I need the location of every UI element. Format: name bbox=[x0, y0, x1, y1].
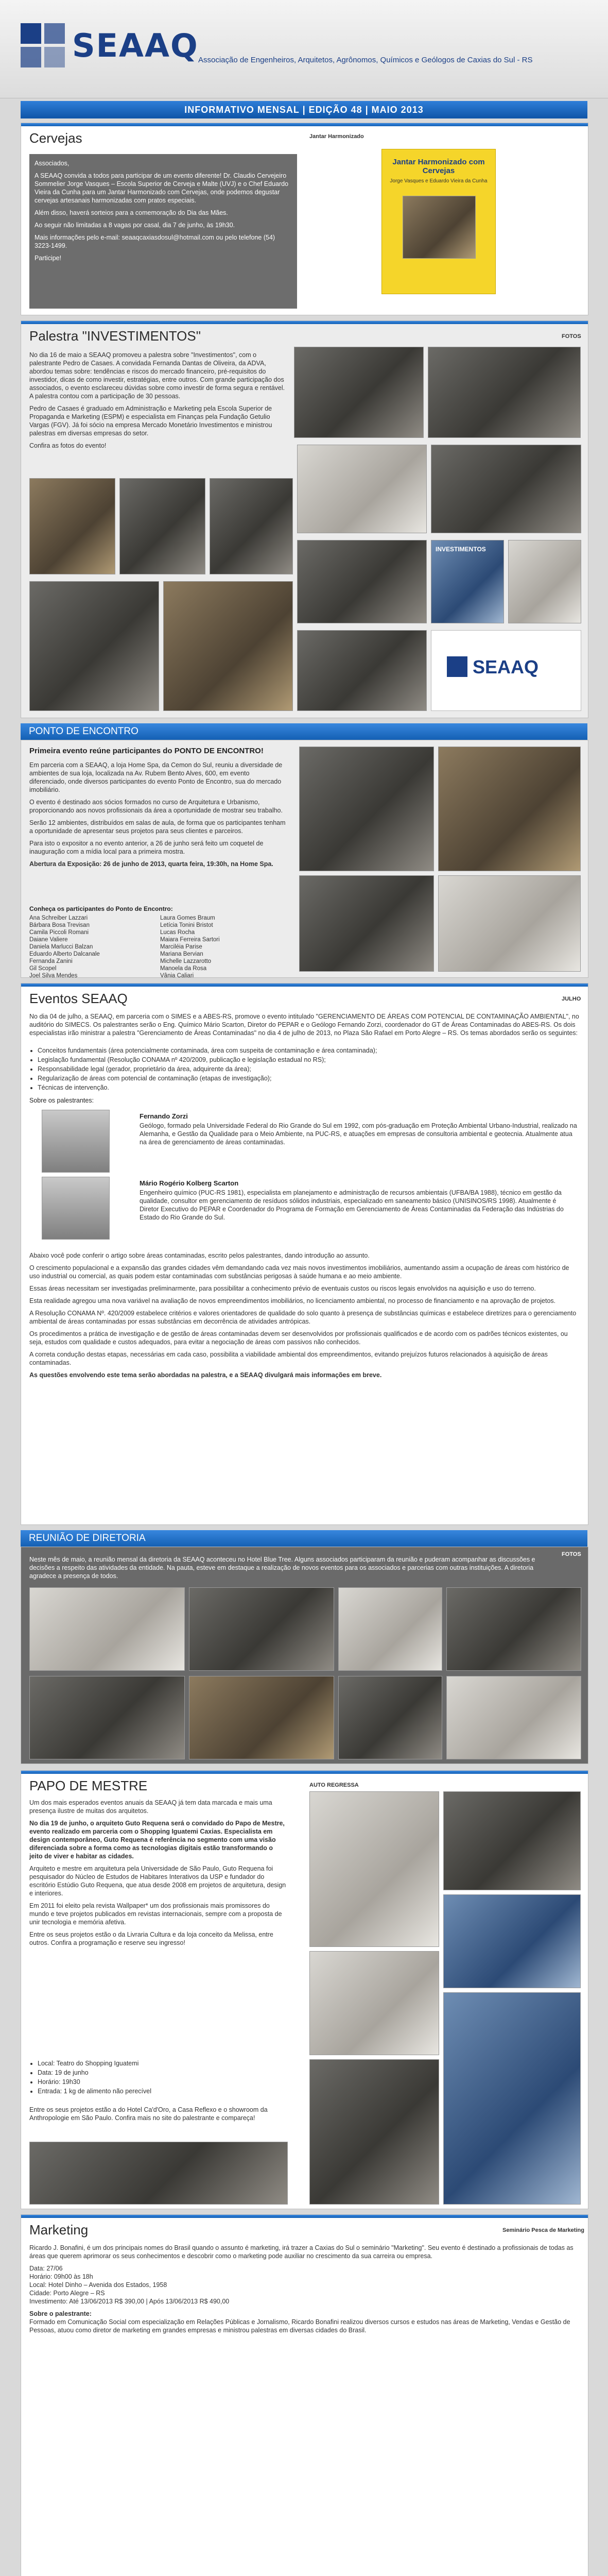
cervejas-text bbox=[29, 154, 297, 309]
list-item: Fernanda Zanini bbox=[29, 958, 73, 964]
speakers-heading: Sobre os palestrantes: bbox=[29, 1097, 94, 1104]
list-item: Gil Scopel bbox=[29, 965, 57, 972]
paragraph: Além disso, haverá sorteios para a comemoração do Dia das Mães. bbox=[34, 209, 228, 216]
event-photo[interactable] bbox=[338, 1587, 442, 1671]
project-photo[interactable] bbox=[443, 1992, 581, 2205]
participants-list-left bbox=[29, 914, 153, 979]
paragraph: Arquiteto e mestre em arquitetura pela Universidade de São Paulo, Guto Requena foi pesquisador do Núcleo de Estudos de Habitares Interativos da USP e fundador do escritório Estúdio Guto Requena, que atua desde 2008 em projetos de arquitetura, design e interiores. bbox=[29, 1865, 286, 1897]
paragraph: Em parceria com a SEAAQ, a loja Home Spa, da Cemon do Sul, reuniu a diversidade de ambientes de sua loja, localizada na Av. Rubem Bento Alves, 600, em evento diferenciado, onde diversos participantes do evento Ponto de Encontro, sua do mercado imobiliário. bbox=[29, 761, 283, 793]
paragraph: Serão 12 ambientes, distribuídos em salas de aula, de forma que os participantes tenham a oportunidade de apresentar seus projetos para seus clientes e parceiros. bbox=[29, 819, 286, 835]
paragraph: Mais informações pelo e-mail: seaaqcaxiasdosul@hotmail.com ou pelo telefone (54) 3223-1499. bbox=[34, 234, 275, 249]
papo-bullets bbox=[29, 2059, 295, 2096]
palestra-section bbox=[21, 320, 588, 718]
reuniao-band: REUNIÃO DE DIRETORIA bbox=[21, 1530, 587, 1547]
paragraph: Esta realidade agregou uma nova variável na avaliação de novos empreendimentos imobiliários, no licenciamento ambiental, no processo de financiamento e na aprovação de projetos. bbox=[29, 1297, 556, 1304]
paragraph: Os procedimentos a prática de investigação e de gestão de áreas contaminadas devem ser desenvolvidos por profissionais qualificados e de acordo com os padrões técnicos existentes, ou seja, estudos com qualidade e custos adequados, para evitar a negociação de áreas com passivos não conhecidos. bbox=[29, 1330, 568, 1346]
paragraph: Pedro de Casaes é graduado em Administração e Marketing pela Escola Superior de Propaganda e Marketing (ESPM) e especialista em Finanças pela Fundação Getulio Vargas (FGV). Já foi sócio na empresa Mercado Monetário Investimentos e ministrou palestras em diversas empresas do setor. bbox=[29, 405, 272, 437]
flyer-image bbox=[403, 196, 476, 259]
participants-list-right bbox=[160, 914, 284, 979]
event-photo[interactable] bbox=[446, 1676, 581, 1759]
paragraph: Sobre o palestrante: bbox=[29, 2310, 92, 2317]
ponto-band: PONTO DE ENCONTRO bbox=[21, 723, 587, 740]
list-item: • Legislação fundamental (Resolução CONAMA nº 420/2009, publicação e legislação estadual no RS); bbox=[38, 1056, 583, 1064]
list-item: Daiane Valiere bbox=[29, 937, 68, 943]
investimentos-panel[interactable] bbox=[431, 540, 504, 623]
section-accent bbox=[21, 1771, 588, 1774]
project-photo[interactable] bbox=[309, 1951, 439, 2055]
speaker-photo bbox=[42, 1177, 110, 1240]
cervejas-title: Cervejas bbox=[29, 130, 82, 146]
speaker-name: Mário Rogério Kolberg Scarton bbox=[140, 1179, 239, 1187]
cervejas-flyer[interactable] bbox=[381, 149, 496, 294]
ponto-section bbox=[21, 740, 588, 978]
paragraph: No dia 19 de junho, o arquiteto Guto Requena será o convidado do Papo de Mestre, evento realizado em parceria com o Shopping Iguatemi Caxias. Especialista em design contemporâneo, Guto Requena é referência no segmento com uma visão diferenciada sobre a forma como as tecnologias digitais estão transformando o jeito de viver e habitar as cidades. bbox=[29, 1820, 285, 1860]
list-item: • Regularização de áreas com potencial de contaminação (etapas de investigação); bbox=[38, 1074, 583, 1082]
list-item: Ana Schreiber Lazzari bbox=[29, 915, 88, 921]
list-item: • Responsabilidade legal (gerador, proprietário da área, adquirente da área); bbox=[38, 1065, 583, 1073]
issue-banner: INFORMATIVO MENSAL | EDIÇÃO 48 | MAIO 2013 bbox=[21, 101, 587, 118]
logo-wordmark: SEAAQ bbox=[72, 27, 199, 64]
paragraph: As questões envolvendo este tema serão abordadas na palestra, e a SEAAQ divulgará mais informações em breve. bbox=[29, 1371, 382, 1379]
papo-title: PAPO DE MESTRE bbox=[29, 1778, 148, 1793]
event-photo[interactable] bbox=[438, 747, 581, 871]
speaker-name: Fernando Zorzi bbox=[140, 1112, 188, 1120]
paragraph: Local: Hotel Dinho – Avenida dos Estados, 1958 bbox=[29, 2281, 167, 2289]
event-photo[interactable] bbox=[428, 347, 581, 438]
list-item: Joel Silva Mendes bbox=[29, 973, 78, 979]
event-photo[interactable] bbox=[29, 1587, 185, 1671]
event-photo[interactable] bbox=[29, 581, 159, 711]
papo-closing: Entre os seus projetos estão a do Hotel Ca'd'Oro, a Casa Reflexo e o showroom da Anthropologie em São Paulo. Confira mais no site do palestrante e compareça! bbox=[29, 2106, 268, 2122]
event-photo[interactable] bbox=[189, 1587, 334, 1671]
paragraph: Abaixo você pode conferir o artigo sobre áreas contaminadas, escrito pelos palestrantes, dando introdução ao assunto. bbox=[29, 1252, 370, 1259]
list-item: Manoela da Rosa bbox=[160, 965, 207, 972]
ponto-heading: Primeira evento reúne participantes do PONTO DE ENCONTRO! bbox=[29, 747, 264, 755]
eventos-intro: No dia 04 de julho, a SEAAQ, em parceria com o SIMES e a ABES-RS, promove o evento intitulado "GERENCIAMENTO DE ÁREAS COM POTENCIAL DE CONTAMINAÇÃO AMBIENTAL", no auditório do SIMECS. Os palestrantes serão o Eng. Químico Mário Scarton, Diretor do PEPAR e o Geólogo Fernando Zorzi, coordenador do GT de Áreas Contaminadas do ABES-RS. Os dois especialistas irão ministrar a palestra "Gerenciamento de Áreas Contaminadas" no dia 4 de julho de 2013, no Plaza São Rafael em Porto Alegre – RS. Os temas abordados serão os seguintes: bbox=[29, 1013, 579, 1037]
list-item: Camila Piccoli Romani bbox=[29, 929, 89, 936]
seaaq-logo-icon bbox=[447, 656, 467, 677]
event-photo[interactable] bbox=[508, 540, 581, 623]
event-photo[interactable] bbox=[294, 347, 424, 438]
list-item: • Horário: 19h30 bbox=[38, 2078, 295, 2086]
list-item: Maiara Ferreira Sartori bbox=[160, 937, 220, 943]
event-photo[interactable] bbox=[438, 875, 581, 972]
reuniao-text: Neste mês de maio, a reunião mensal da diretoria da SEAAQ aconteceu no Hotel Blue Tree. Alguns associados participaram da reunião e puderam acompanhar as discussões e decisões a respeito das atividades da entidade. Na pauta, esteve em destaque a realização de novos eventos para os associados e parcerias com outras instituições. A diretoria agradece a presença de todos. bbox=[29, 1556, 535, 1580]
palestra-title: Palestra "INVESTIMENTOS" bbox=[29, 328, 201, 344]
paragraph: Essas áreas necessitam ser investigadas preliminarmente, para possibilitar a conhecimento prévio de eventuais custos ou riscos legais envolvidos na aquisição e uso do terreno. bbox=[29, 1285, 536, 1292]
paragraph: Entre os seus projetos estão o da Livraria Cultura e da loja conceito da Melissa, entre outros. Confira a programação e reserve seu ingresso! bbox=[29, 1931, 273, 1946]
paragraph: Ricardo J. Bonafini, é um dos principais nomes do Brasil quando o assunto é marketing, irá trazer a Caxias do Sul o seminário "Marketing". Seu evento é destinado a profissionais de todas as áreas que querem aprimorar os seus conhecimentos e descobrir como o marketing pode auxiliar no crescimento da sua carreira ou empresa. bbox=[29, 2244, 574, 2260]
list-item: Michelle Lazzarotto bbox=[160, 958, 212, 964]
list-item: • Técnicas de intervenção. bbox=[38, 1083, 583, 1092]
paragraph: Abertura da Exposição: 26 de junho de 2013, quarta feira, 19:30h, na Home Spa. bbox=[29, 860, 273, 868]
marketing-text bbox=[29, 2244, 579, 2338]
list-item: Marciléia Parise bbox=[160, 944, 202, 950]
marketing-section bbox=[21, 2214, 588, 2576]
event-photo[interactable] bbox=[29, 478, 115, 574]
header bbox=[0, 0, 608, 98]
event-photo[interactable] bbox=[338, 1676, 442, 1759]
event-photo[interactable] bbox=[119, 478, 205, 574]
reuniao-tag: FOTOS bbox=[562, 1551, 581, 1557]
participants-title: Conheça os participantes do Ponto de Encontro: bbox=[29, 905, 173, 912]
list-item: Daniela Marlucci Balzan bbox=[29, 944, 93, 950]
event-photo[interactable] bbox=[189, 1676, 334, 1759]
palestra-tag: FOTOS bbox=[562, 333, 581, 340]
event-photo[interactable] bbox=[29, 2142, 288, 2205]
paragraph: Participe! bbox=[34, 255, 62, 262]
flyer-subtitle: Jorge Vasques e Eduardo Vieira da Cunha bbox=[390, 178, 488, 184]
eventos-title: Eventos SEAAQ bbox=[29, 991, 128, 1006]
event-photo[interactable] bbox=[299, 747, 434, 871]
project-photo[interactable] bbox=[443, 1894, 581, 1988]
speaker-bio: Engenheiro químico (PUC-RS 1981), especialista em planejamento e administração de recursos ambientais (UFBA/BA 1988), técnico em gestão da qualidade, consultor em gerenciamento de resíduos sólidos industriais, especializado em saneamento básico (UNISINOS/RS 1998). Atualmente é Diretor Executivo do PEPAR e Coordenador do Programa de Formação em Gerenciamento de Áreas Contaminadas da Federação das Indústrias do Estado do Rio Grande do Sul. bbox=[140, 1189, 564, 1221]
eventos-section bbox=[21, 983, 588, 1525]
list-item: • Local: Teatro do Shopping Iguatemi bbox=[38, 2059, 295, 2067]
list-item: Bárbara Bosa Trevisan bbox=[29, 922, 90, 928]
papo-text bbox=[29, 1799, 287, 1951]
event-photo[interactable] bbox=[163, 581, 293, 711]
event-photo[interactable] bbox=[431, 445, 581, 533]
papo-tag: AUTO REGRESSA bbox=[309, 1782, 359, 1788]
panel-title: INVESTIMENTOS bbox=[436, 546, 486, 553]
flyer-title: Jantar Harmonizado com Cervejas bbox=[392, 158, 485, 175]
paragraph: Formado em Comunicação Social com especialização em Relações Públicas e Jornalismo, Ricardo Bonafini realizou diversos cursos e estudos nas áreas de Marketing, Vendas e Gestão de Pessoas, atuou como diretor de marketing em grandes empresas e ministrou palestras em diversas cidades do Brasil. bbox=[29, 2318, 570, 2334]
section-accent bbox=[21, 123, 588, 126]
paragraph: Ao seguir não limitadas a 8 vagas por casal, dia 7 de junho, às 19h30. bbox=[34, 222, 235, 229]
list-item: Mariana Bervian bbox=[160, 951, 203, 957]
reuniao-section bbox=[21, 1547, 588, 1764]
project-photo[interactable] bbox=[443, 1791, 581, 1890]
paragraph: A SEAAQ convida a todos para participar de um evento diferente! Dr. Claudio Cervejeiro Sommelier Jorge Vasques – Escola Superior de Cerveja e Malte (UVJ) e o Chef Eduardo Vieira da Cunha para um Jantar Harmonizado com Cervejas, onde podemos degustar cervejas artesanais harmonizadas com pratos especiais. bbox=[34, 172, 289, 204]
eventos-tag: JULHO bbox=[562, 996, 581, 1002]
speaker-bio: Geólogo, formado pela Universidade Federal do Rio Grande do Sul em 1992, com pós-graduação em Proteção Ambiental Urbano-Industrial, realizado na Alemanha, e Gestão da Qualidade para o Meio Ambiente, na PUC-RS, e atuações em empresas de consultoria ambiental e geotecnia. Atualmente atua na área de gerenciamento de áreas contaminadas. bbox=[140, 1122, 577, 1146]
association-name: Associação de Engenheiros, Arquitetos, Agrônomos, Químicos e Geólogos de Caxias do Sul - RS bbox=[198, 56, 533, 64]
event-photo[interactable] bbox=[446, 1587, 581, 1671]
papo-section bbox=[21, 1770, 588, 2209]
event-photo[interactable] bbox=[297, 445, 427, 533]
event-photo[interactable] bbox=[299, 875, 434, 972]
list-item: Vânia Caliari bbox=[160, 973, 194, 979]
paragraph: Um dos mais esperados eventos anuais da SEAAQ já tem data marcada e mais uma presença ilustre de muitas dos arquitetos. bbox=[29, 1799, 272, 1815]
list-item: • Conceitos fundamentais (área potencialmente contaminada, área com suspeita de contaminação e área contaminada); bbox=[38, 1046, 583, 1055]
section-accent bbox=[21, 984, 588, 987]
seaaq-logo-panel bbox=[431, 630, 581, 711]
section-accent bbox=[21, 2215, 588, 2218]
eventos-article bbox=[29, 1251, 579, 1383]
event-photo[interactable] bbox=[210, 478, 293, 574]
paragraph: Em 2011 foi eleito pela revista Wallpaper* um dos profissionais mais promissores do mundo e teve projetos publicados em revistas internacionais, sempre com a proposta de unir tecnologia e memória afetiva. bbox=[29, 1902, 282, 1926]
ponto-text bbox=[29, 761, 287, 872]
cervejas-tag: Jantar Harmonizado bbox=[309, 133, 364, 140]
cervejas-section bbox=[21, 123, 588, 315]
paragraph: Confira as fotos do evento! bbox=[29, 442, 107, 449]
paragraph: A Resolução CONAMA Nº. 420/2009 estabelece critérios e valores orientadores de qualidade do solo quanto à presença de substâncias químicas e estabelece diretrizes para o gerenciamento ambiental de áreas contaminadas por essas substâncias em decorrência de atividades antrópicas. bbox=[29, 1310, 577, 1325]
event-photo[interactable] bbox=[297, 540, 427, 623]
eventos-bullets bbox=[29, 1046, 583, 1093]
paragraph: Associados, bbox=[34, 160, 70, 167]
paragraph: Cidade: Porto Alegre – RS bbox=[29, 2290, 105, 2297]
marketing-title: Marketing bbox=[29, 2222, 89, 2238]
list-item: Eduardo Alberto Dalcanale bbox=[29, 951, 100, 957]
marketing-tag: Seminário Pesca de Marketing bbox=[502, 2227, 584, 2233]
paragraph: O evento é destinado aos sócios formados no curso de Arquitetura e Urbanismo, proporcionando aos novos profissionais da área a oportunidade de mostrar seu trabalho. bbox=[29, 799, 283, 814]
paragraph: Horário: 09h00 às 18h bbox=[29, 2273, 93, 2280]
paragraph: Para isto o expositor a no evento anterior, a 26 de junho será feito um coquetel de inauguração com a mídia local para a primeira mostra. bbox=[29, 840, 264, 855]
logo-wordmark: SEAAQ bbox=[473, 656, 539, 677]
list-item: • Entrada: 1 kg de alimento não perecível bbox=[38, 2087, 295, 2095]
paragraph: A correta condução destas etapas, necessárias em cada caso, possibilita a viabilidade ambiental dos empreendimentos, evitando prejuízos futuros relacionados à aquisição de áreas contaminadas. bbox=[29, 1351, 548, 1366]
event-photo[interactable] bbox=[297, 630, 427, 711]
paragraph: Data: 27/06 bbox=[29, 2265, 63, 2272]
speaker-photo bbox=[42, 1110, 110, 1173]
event-photo[interactable] bbox=[29, 1676, 185, 1759]
section-accent bbox=[21, 321, 588, 324]
paragraph: No dia 16 de maio a SEAAQ promoveu a palestra sobre "Investimentos", com o palestrante Pedro de Casaes. A convidada Fernanda Dantas de Oliveira, da ADVA, abordou temas sobre: tendências e riscos do mercado financeiro, pré-requisitos do investidor, dicas de como investir, estratégias, entre outros. Com grande participação dos associados, o evento esclareceu dúvidas sobre como investir de forma segura e rentável. A palestra contou com a participação de 30 pessoas. bbox=[29, 351, 285, 400]
list-item: • Data: 19 de junho bbox=[38, 2069, 295, 2077]
palestra-text bbox=[29, 351, 287, 454]
guto-requena-photo[interactable] bbox=[309, 1791, 439, 1947]
list-item: Lucas Rocha bbox=[160, 929, 195, 936]
project-photo[interactable] bbox=[309, 2059, 439, 2205]
list-item: Letícia Tonini Bristot bbox=[160, 922, 213, 928]
paragraph: O crescimento populacional e a expansão das grandes cidades vêm demandando cada vez mais novos investimentos imobiliários, aumentando assim a ocupação de áreas com histórico de uso industrial ou comercial, as quais podem estar contaminadas com substâncias perigosas à saúde humana e ao meio ambiente. bbox=[29, 1264, 569, 1280]
list-item: Laura Gomes Braum bbox=[160, 915, 215, 921]
paragraph: Investimento: Até 13/06/2013 R$ 390,00 | Após 13/06/2013 R$ 490,00 bbox=[29, 2298, 230, 2305]
